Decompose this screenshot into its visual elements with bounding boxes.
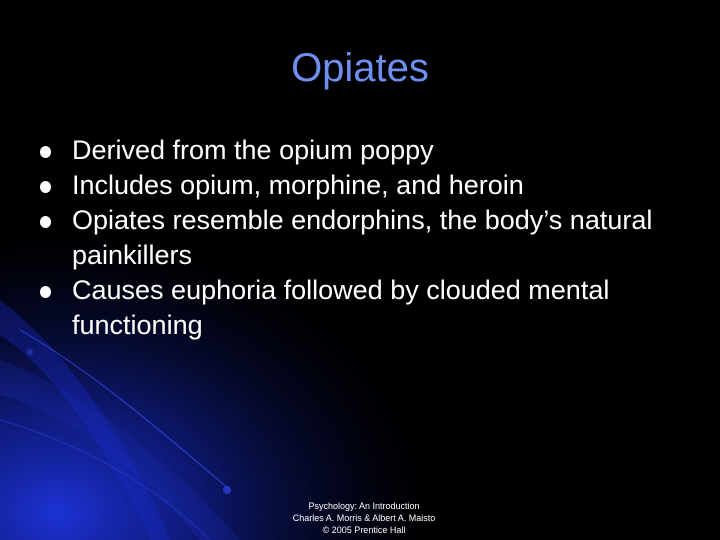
slide-footer (264, 500, 464, 536)
bullet-item (40, 203, 700, 273)
bullet-item (40, 133, 700, 168)
footer-book-title: Psychology: An Introduction (308, 501, 420, 511)
bullet-item (40, 168, 700, 203)
bullet-icon (40, 181, 51, 193)
bullet-text: Opiates resemble endorphins, the body’s natural painkillers (72, 205, 653, 270)
slide-title: Opiates (291, 46, 429, 90)
bullet-text: Derived from the opium poppy (72, 135, 434, 165)
bullet-list (40, 133, 700, 343)
bullet-icon (40, 216, 51, 228)
bullet-icon (40, 286, 51, 298)
bullet-text: Includes opium, morphine, and heroin (72, 170, 524, 200)
footer-authors: Charles A. Morris & Albert A. Maisto (292, 513, 436, 523)
footer-copyright: © 2005 Prentice Hall (322, 525, 406, 535)
bullet-icon (40, 146, 51, 158)
bullet-text: Causes euphoria followed by clouded mental functioning (72, 275, 610, 340)
bullet-item (40, 273, 700, 343)
